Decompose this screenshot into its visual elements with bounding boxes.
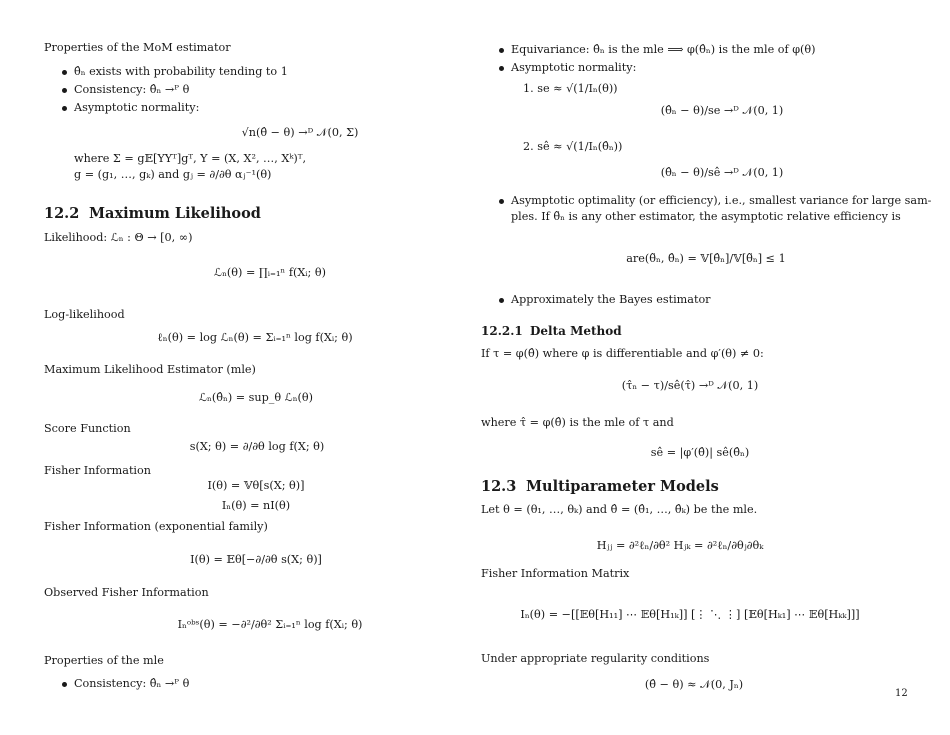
likelihood-equation: ℒₙ(θ) = ∏ᵢ₌₁ⁿ f(Xᵢ; θ) xyxy=(214,266,326,279)
section-number: 12.2 xyxy=(44,205,80,222)
bullet-icon xyxy=(62,106,67,111)
asym-item-1-label: 1. se ≈ √(1/Iₙ(θ)) xyxy=(523,82,618,95)
section-number: 12.3 xyxy=(481,478,517,495)
mom-bullet-3: Asymptotic normality: xyxy=(74,101,200,114)
delta-equation: (τ̂ₙ − τ)/sê(τ̂) →ᴰ 𝒩(0, 1) xyxy=(621,379,759,392)
are-equation: are(θ̃ₙ, θ̂ₙ) = 𝕍[θ̂ₙ]/𝕍[θ̃ₙ] ≤ 1 xyxy=(626,252,786,265)
bullet-icon xyxy=(499,48,504,53)
bullet-icon xyxy=(499,298,504,303)
fim-equation: Iₙ(θ) = −[[𝔼θ[H₁₁] ⋯ 𝔼θ[H₁ₖ]] [⋮ ⋱ ⋮] [𝔼θ[Hₖ₁] ⋯ 𝔼θ[Hₖₖ]]] xyxy=(520,608,860,621)
fisher-exp-equation: I(θ) = 𝔼θ[−∂/∂θ s(X; θ)] xyxy=(190,553,322,566)
section-title: Maximum Likelihood xyxy=(89,205,261,222)
fisher-exp-label: Fisher Information (exponential family) xyxy=(44,520,268,533)
equivariance-bullet: Equivariance: θ̂ₙ is the mle ⟹ φ(θ̂ₙ) is the mle of φ(θ) xyxy=(511,43,816,56)
asym-item-2-label: 2. sê ≈ √(1/Iₙ(θ̂ₙ)) xyxy=(523,140,623,153)
mom-where-2: g = (g₁, …, gₖ) and gⱼ = ∂/∂θ αⱼ⁻¹(θ) xyxy=(74,168,272,181)
fim-label: Fisher Information Matrix xyxy=(481,567,630,580)
bullet-icon xyxy=(499,66,504,71)
loglik-label: Log-likelihood xyxy=(44,308,125,321)
asym-item-1-equation: (θ̂ₙ − θ)/se →ᴰ 𝒩(0, 1) xyxy=(660,104,784,117)
page-number: 12 xyxy=(895,688,908,699)
under-equation: (θ̂ − θ) ≈ 𝒩(0, Jₙ) xyxy=(644,678,744,691)
bullet-icon xyxy=(499,199,504,204)
asym-item-2-equation: (θ̂ₙ − θ)/sê →ᴰ 𝒩(0, 1) xyxy=(660,166,784,179)
mom-equation: √n(θ̂ − θ) →ᴰ 𝒩(0, Σ) xyxy=(241,126,359,139)
mle-label: Maximum Likelihood Estimator (mle) xyxy=(44,363,256,376)
mom-title: Properties of the MoM estimator xyxy=(44,41,231,54)
props-mle-bullet-1: Consistency: θ̂ₙ →ᴾ θ xyxy=(74,677,190,690)
optimality-bullet-line-2: ples. If θ̃ₙ is any other estimator, the asymptotic relative efficiency is xyxy=(511,210,901,223)
likelihood-label: Likelihood: ℒₙ : Θ → [0, ∞) xyxy=(44,231,193,244)
delta-if: If τ = φ(θ̂) where φ is differentiable and φ′(θ) ≠ 0: xyxy=(481,347,764,360)
bullet-icon xyxy=(62,88,67,93)
subsection-number: 12.2.1 xyxy=(481,324,523,338)
mom-bullet-2: Consistency: θ̂ₙ →ᴾ θ xyxy=(74,83,190,96)
fisher-equation-2: Iₙ(θ) = nI(θ) xyxy=(221,499,291,512)
bullet-icon xyxy=(62,70,67,75)
under-label: Under appropriate regularity conditions xyxy=(481,652,710,665)
mom-where-1: where Σ = g𝔼[YYᵀ]gᵀ, Y = (X, X², …, Xᵏ)ᵀ, xyxy=(74,152,307,165)
mom-bullet-1: θ̂ₙ exists with probability tending to 1 xyxy=(74,65,288,78)
mle-equation: ℒₙ(θ̂ₙ) = sup_θ ℒₙ(θ) xyxy=(198,391,314,404)
bullet-icon xyxy=(62,682,67,687)
score-label: Score Function xyxy=(44,422,131,435)
bayes-bullet: Approximately the Bayes estimator xyxy=(511,293,711,306)
section-title: Multiparameter Models xyxy=(526,478,719,495)
loglik-equation: ℓₙ(θ) = log ℒₙ(θ) = Σᵢ₌₁ⁿ log f(Xᵢ; θ) xyxy=(157,331,353,344)
multi-let: Let θ = (θ₁, …, θₖ) and θ̂ = (θ̂₁, …, θ̂ₖ) be the mle. xyxy=(481,503,758,516)
hessian-equation: Hⱼⱼ = ∂²ℓₙ/∂θ² Hⱼₖ = ∂²ℓₙ/∂θⱼ∂θₖ xyxy=(596,539,764,552)
observed-fisher-label: Observed Fisher Information xyxy=(44,586,209,599)
delta-se-equation: sê = |φ′(θ̂)| sê(θ̂ₙ) xyxy=(650,446,750,459)
optimality-bullet-line-1: Asymptotic optimality (or efficiency), i.e., smallest variance for large sam- xyxy=(511,194,932,207)
delta-where: where τ̂ = φ(θ̂) is the mle of τ and xyxy=(481,416,674,429)
props-mle-label: Properties of the mle xyxy=(44,654,164,667)
subsection-title: Delta Method xyxy=(530,324,622,338)
score-equation: s(X; θ) = ∂/∂θ log f(X; θ) xyxy=(189,440,325,453)
fisher-label: Fisher Information xyxy=(44,464,151,477)
observed-fisher-equation: Iₙᵒᵇˢ(θ) = −∂²/∂θ² Σᵢ₌₁ⁿ log f(Xᵢ; θ) xyxy=(177,618,363,631)
fisher-equation-1: I(θ) = 𝕍θ[s(X; θ)] xyxy=(207,479,305,492)
asymptotic-bullet: Asymptotic normality: xyxy=(511,61,637,74)
